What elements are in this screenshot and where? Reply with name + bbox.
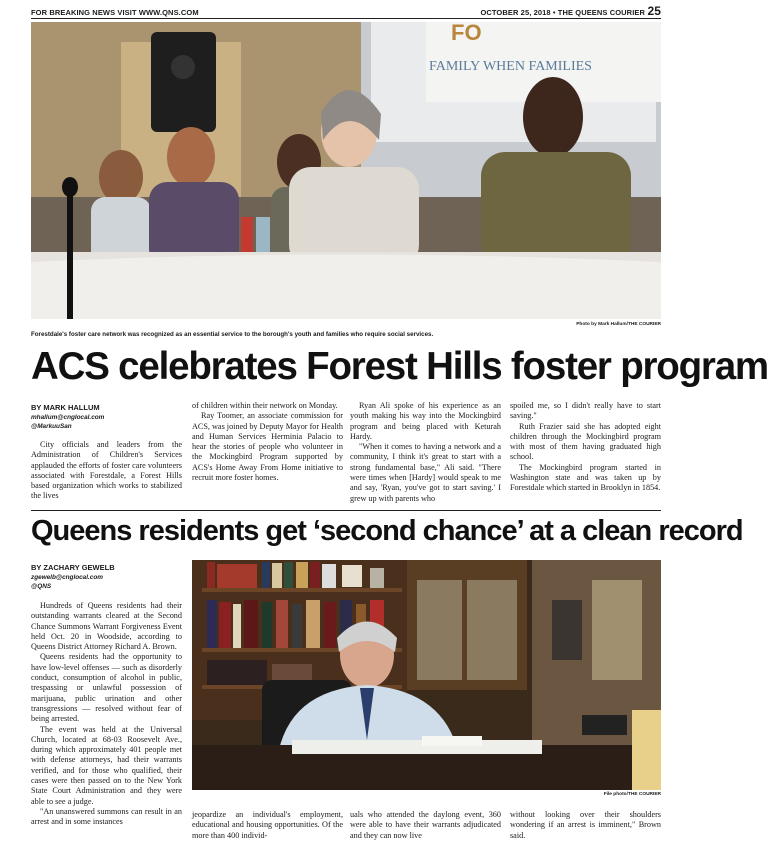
paragraph: "When it comes to having a network and a community, I think it's great to start with a strong fundamental base," Ali said. "There were times when [Hardy] would speak to me and say, 'Ryan, you've got to start saving.' I grew up with parents who bbox=[350, 442, 501, 503]
page-number: 25 bbox=[647, 4, 661, 18]
photo-credit: File photo/THE COURIER bbox=[603, 792, 661, 797]
paragraph: Hundreds of Queens residents had their outstanding warrants cleared at the Second Chance Summons Warrant Forgiveness Event held Oct. 20 in Woodside, according to Queens District Attorney Richard A. Brown. bbox=[31, 601, 182, 652]
paragraph: Ryan Ali spoke of his experience as an youth making his way into the Mockingbird program and being placed with Keturah Hardy. bbox=[350, 401, 501, 441]
author-handle: @MarkuuSan bbox=[31, 423, 72, 430]
header-date-publication: OCTOBER 25, 2018 • THE QUEENS COURIER bbox=[480, 8, 645, 17]
author-handle: @QNS bbox=[31, 583, 52, 590]
article-column-2 bbox=[192, 401, 343, 483]
article-column-3 bbox=[350, 401, 501, 504]
paragraph: jeopardize an individual's employment, educational and housing opportunities. Of the more than 400 individ- bbox=[192, 810, 343, 840]
article-column-4 bbox=[510, 810, 661, 841]
paragraph: uals who attended the daylong event, 360 were able to have their warrants adjudicated and they can now live bbox=[350, 810, 501, 840]
story-headline: Queens residents get ‘second chance’ at a clean record bbox=[31, 515, 743, 547]
byline: BY ZACHARY GEWELB bbox=[31, 563, 115, 572]
paragraph: Queens residents had the opportunity to have low-level offenses — such as disorderly conduct, consumption of alcohol in public, trespassing or unlawful possession of marijuana, public urination and other transgressions — resolved without fear of being arrested. bbox=[31, 652, 182, 724]
paragraph: Ray Toomer, an associate commission for ACS, was joined by Deputy Mayor for Health and Human Services Herminia Palacio to hear the stories of people who volunteer in the Mockingbird Program supported by ACS's Home Away From Home initiative to recruit more foster homes. bbox=[192, 411, 343, 483]
paragraph: Ruth Frazier said she has adopted eight children through the Mockingbird program with most of them having graduated high school. bbox=[510, 421, 661, 462]
header-website: FOR BREAKING NEWS VISIT WWW.QNS.COM bbox=[31, 8, 199, 17]
article-column-1 bbox=[31, 440, 182, 502]
paragraph: The Mockingbird program started in Washington state and was taken up by Forestdale which started in Brooklyn in 1854. bbox=[510, 462, 661, 493]
article-column-4 bbox=[510, 401, 661, 494]
paragraph: without looking over their shoulders wondering if an arrest is imminent," Brown said. bbox=[510, 810, 661, 840]
article-column-2 bbox=[192, 810, 343, 841]
paragraph: "An unanswered summons can result in an arrest and in some instances bbox=[31, 806, 182, 827]
paragraph: City officials and leaders from the Administration of Children's Services applauded the efforts of foster care volunteers associated with Forestdale, a Forest Hills based organization which works to stabilized the lives bbox=[31, 440, 182, 501]
story-divider bbox=[31, 510, 661, 511]
story-headline: ACS celebrates Forest Hills foster program bbox=[31, 345, 768, 388]
banner-top-text: FO bbox=[451, 20, 482, 45]
photo-credit: Photo by Mark Hallum/THE COURIER bbox=[576, 322, 661, 327]
running-header bbox=[31, 6, 661, 18]
photo-caption: Forestdale's foster care network was recognized as an essential service to the borough's youth and families who require social services. bbox=[31, 331, 434, 338]
office-photo bbox=[192, 560, 661, 790]
paragraph: The event was held at the Universal Church, located at 68-03 Roosevelt Ave., during which approximately 401 people met with defense attorneys, had their warrants verified, and for those who qualified, their cases were then passed on to the New York State Court Administration and they were able to see a judge. bbox=[31, 724, 182, 806]
panel-photo bbox=[31, 22, 661, 319]
paragraph: spoiled me, so I didn't really have to start saving." bbox=[510, 401, 661, 421]
author-email: zgewelb@cnglocal.com bbox=[31, 574, 103, 581]
byline: BY MARK HALLUM bbox=[31, 403, 100, 412]
paragraph: of children within their network on Monday. bbox=[192, 401, 338, 410]
panel-photo-illustration bbox=[31, 22, 661, 319]
banner-text: FAMILY WHEN FAMILIES bbox=[429, 59, 592, 74]
article-column-1 bbox=[31, 601, 182, 828]
author-email: mhallum@cnglocal.com bbox=[31, 414, 105, 421]
office-photo-illustration bbox=[192, 560, 661, 790]
header-rule bbox=[31, 18, 661, 19]
article-column-3 bbox=[350, 810, 501, 841]
